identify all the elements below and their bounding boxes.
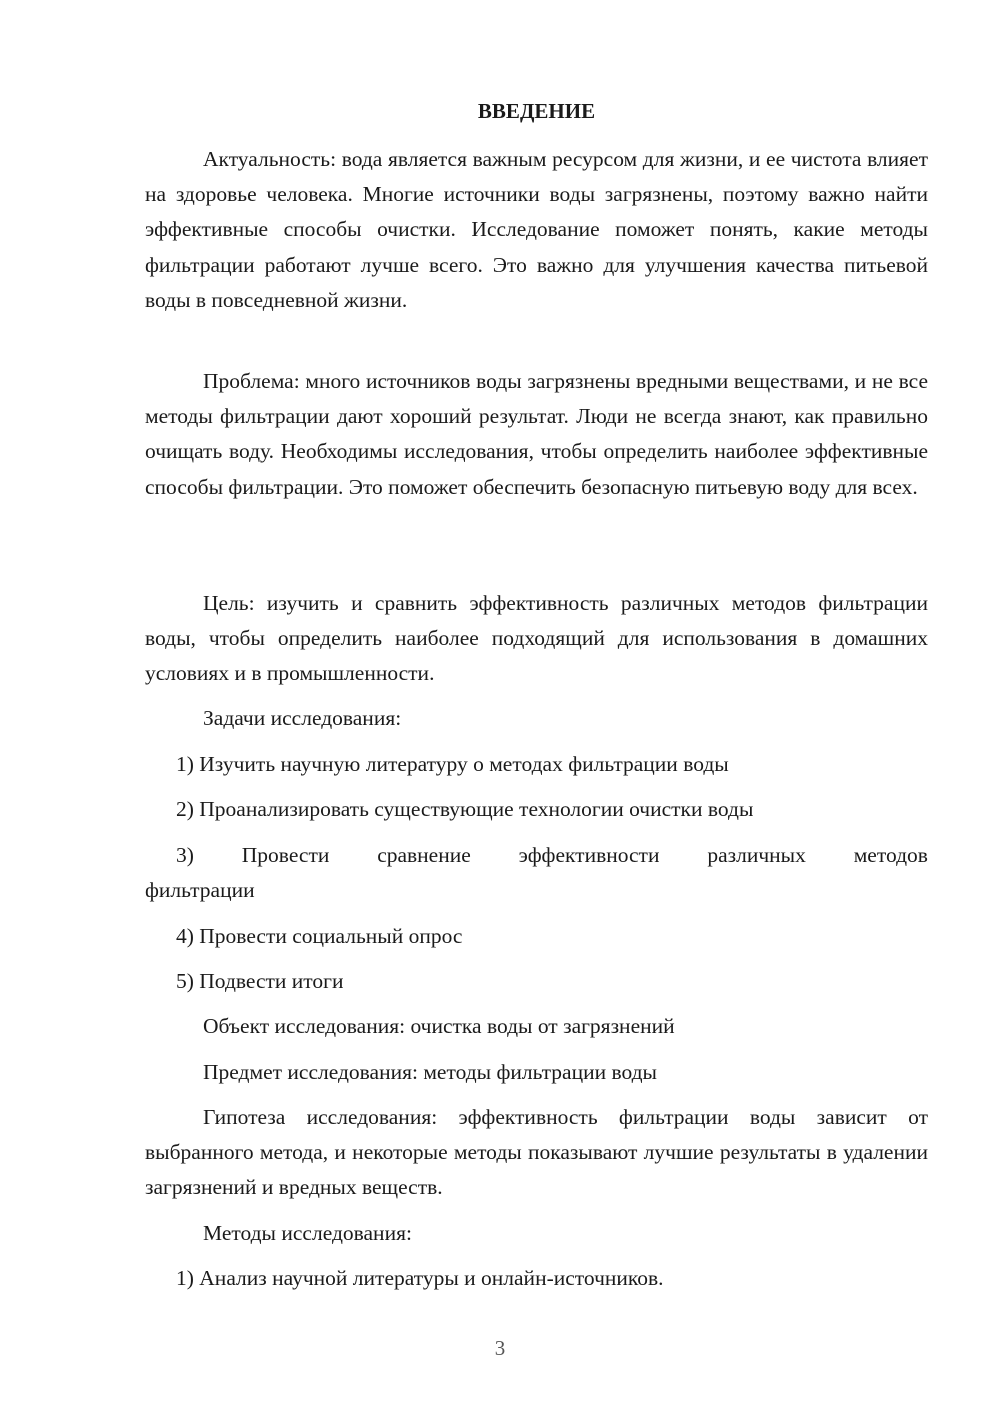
page-number: 3: [494, 1336, 506, 1360]
task-item-4: 4) Провести социальный опрос: [176, 924, 463, 948]
goal-paragraph: Цель: изучить и сравнить эффективность различных методов фильтрации воды, чтобы определить наиболее подходящий для использования в домашних условиях и в промышленности.: [145, 591, 928, 686]
method-item-1: 1) Анализ научной литературы и онлайн-источников.: [176, 1266, 664, 1290]
task-item-3-word: эффективности: [518, 843, 660, 867]
task-item-5: 5) Подвести итоги: [176, 969, 344, 993]
task-item-3-continuation: фильтрации: [145, 878, 255, 902]
hypothesis-paragraph: Гипотеза исследования: эффективность фильтрации воды зависит от выбранного метода, и некоторые методы показывают лучшие результаты в удалении загрязнений и вредных веществ.: [145, 1105, 928, 1200]
task-item-3: [176, 838, 928, 873]
task-item-3-word: Провести: [241, 843, 330, 867]
problem-paragraph: Проблема: много источников воды загрязнены вредными веществами, и не все методы фильтрации дают хороший результат. Люди не всегда знают, как правильно очищать воду. Необходимы исследования, чтобы определить наиболее эффективные способы фильтрации. Это поможет обеспечить безопасную питьевую воду для всех.: [145, 369, 928, 499]
task-item-3-word: различных: [707, 843, 806, 867]
task-item-3-word: сравнение: [377, 843, 471, 867]
task-item-3-word: методов: [853, 843, 928, 867]
research-subject: Предмет исследования: методы фильтрации воды: [203, 1060, 657, 1084]
research-object: Объект исследования: очистка воды от загрязнений: [203, 1014, 675, 1038]
task-item-1: 1) Изучить научную литературу о методах фильтрации воды: [176, 752, 729, 776]
page-title: ВВЕДЕНИЕ: [477, 99, 596, 123]
tasks-heading: Задачи исследования:: [203, 706, 402, 730]
methods-heading: Методы исследования:: [203, 1221, 412, 1245]
task-item-3-word: 3): [176, 843, 194, 867]
task-item-2: 2) Проанализировать существующие технологии очистки воды: [176, 797, 754, 821]
relevance-paragraph: Актуальность: вода является важным ресурсом для жизни, и ее чистота влияет на здоровье человека. Многие источники воды загрязнены, поэтому важно найти эффективные способы очистки. Исследование поможет понять, какие методы фильтрации работают лучше всего. Это важно для улучшения качества питьевой воды в повседневной жизни.: [145, 147, 928, 312]
